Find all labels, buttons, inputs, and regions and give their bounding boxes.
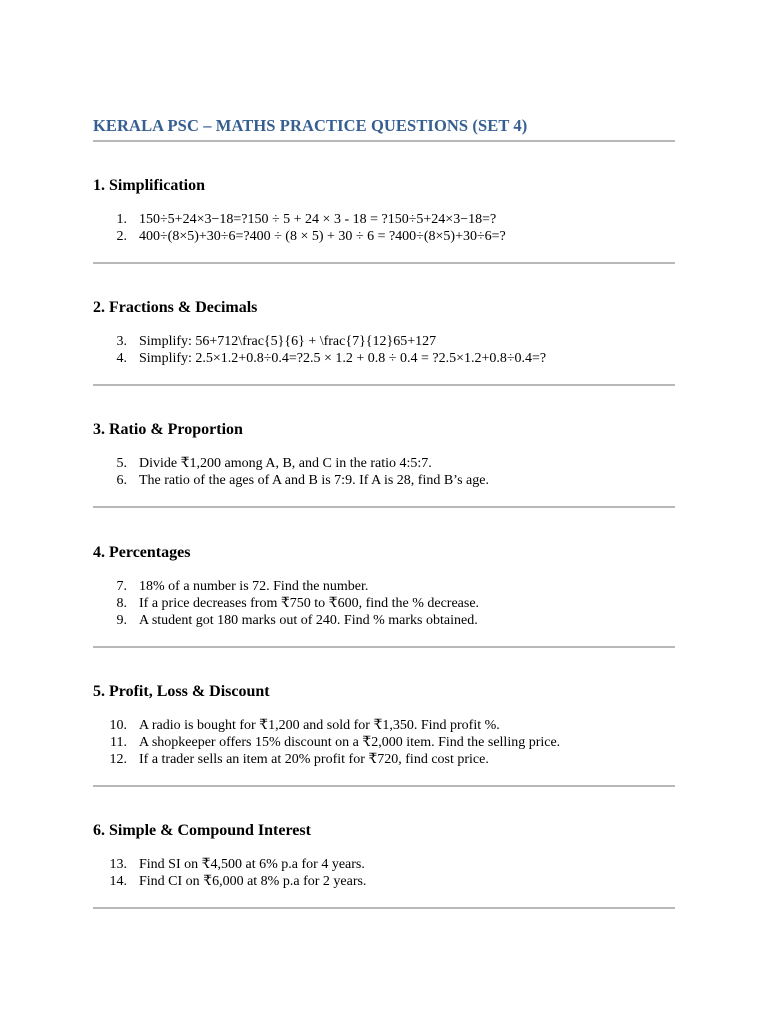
section-heading: 4. Percentages [93,544,191,561]
question-item [93,472,675,489]
question-list [93,455,675,489]
section-divider [93,785,675,787]
question-text: Find SI on ₹4,500 at 6% p.a for 4 years. [139,857,365,872]
question-item [93,211,675,228]
question-item [93,873,675,890]
section-divider [93,384,675,386]
question-item [93,734,675,751]
question-text: Find CI on ₹6,000 at 8% p.a for 2 years. [139,874,367,889]
section-heading: 3. Ratio & Proportion [93,421,243,438]
question-number: 12. [109,752,127,767]
section-heading: 2. Fractions & Decimals [93,299,258,316]
question-text: Simplify: 2.5×1.2+0.8÷0.4=?2.5 × 1.2 + 0.8 ÷ 0.4 = ?2.5×1.2+0.8÷0.4=? [139,351,547,366]
question-item [93,595,675,612]
section-interest [93,821,675,890]
question-number: 7. [116,579,127,594]
question-text: Simplify: 56+712\frac{5}{6} + \frac{7}{12}65+127 [139,334,437,349]
question-text: Divide ₹1,200 among A, B, and C in the ratio 4:5:7. [139,456,432,471]
question-number: 6. [116,473,127,488]
question-item [93,717,675,734]
section-divider [93,262,675,264]
question-list [93,717,675,768]
section-heading: 5. Profit, Loss & Discount [93,683,270,700]
section-fractions-decimals [93,298,675,367]
section-heading: 6. Simple & Compound Interest [93,822,311,839]
question-number: 8. [116,596,127,611]
question-number: 5. [116,456,127,471]
question-text: A radio is bought for ₹1,200 and sold for ₹1,350. Find profit %. [139,718,500,733]
section-divider [93,646,675,648]
question-number: 3. [116,334,127,349]
title-divider [93,140,675,142]
question-list [93,211,675,245]
question-list [93,856,675,890]
question-item [93,333,675,350]
question-item [93,350,675,367]
question-text: 400÷(8×5)+30÷6=?400 ÷ (8 × 5) + 30 ÷ 6 = ?400÷(8×5)+30÷6=? [139,229,506,244]
question-item [93,455,675,472]
question-item [93,578,675,595]
section-simplification [93,176,675,245]
question-text: If a price decreases from ₹750 to ₹600, find the % decrease. [139,596,480,611]
question-number: 13. [109,857,127,872]
question-text: 150÷5+24×3−18=?150 ÷ 5 + 24 × 3 - 18 = ?150÷5+24×3−18=? [139,212,497,227]
section-heading: 1. Simplification [93,177,206,194]
question-number: 4. [116,351,127,366]
question-number: 14. [109,874,127,889]
section-divider [93,506,675,508]
question-text: A student got 180 marks out of 240. Find % marks obtained. [139,613,478,628]
section-divider [93,907,675,909]
question-number: 11. [110,735,127,750]
question-text: If a trader sells an item at 20% profit for ₹720, find cost price. [139,752,489,767]
question-item [93,228,675,245]
question-number: 9. [116,613,127,628]
question-item [93,751,675,768]
section-ratio-proportion [93,420,675,489]
question-text: The ratio of the ages of A and B is 7:9. If A is 28, find B’s age. [139,473,489,488]
question-text: A shopkeeper offers 15% discount on a ₹2,000 item. Find the selling price. [139,735,561,750]
question-list [93,333,675,367]
question-item [93,856,675,873]
question-number: 10. [109,718,127,733]
question-text: 18% of a number is 72. Find the number. [139,579,369,594]
question-number: 1. [116,212,127,227]
section-percentages [93,543,675,629]
document-title: KERALA PSC – MATHS PRACTICE QUESTIONS (SET 4) [93,116,528,135]
question-item [93,612,675,629]
question-number: 2. [116,229,127,244]
section-profit-loss-discount [93,682,675,768]
question-list [93,578,675,629]
